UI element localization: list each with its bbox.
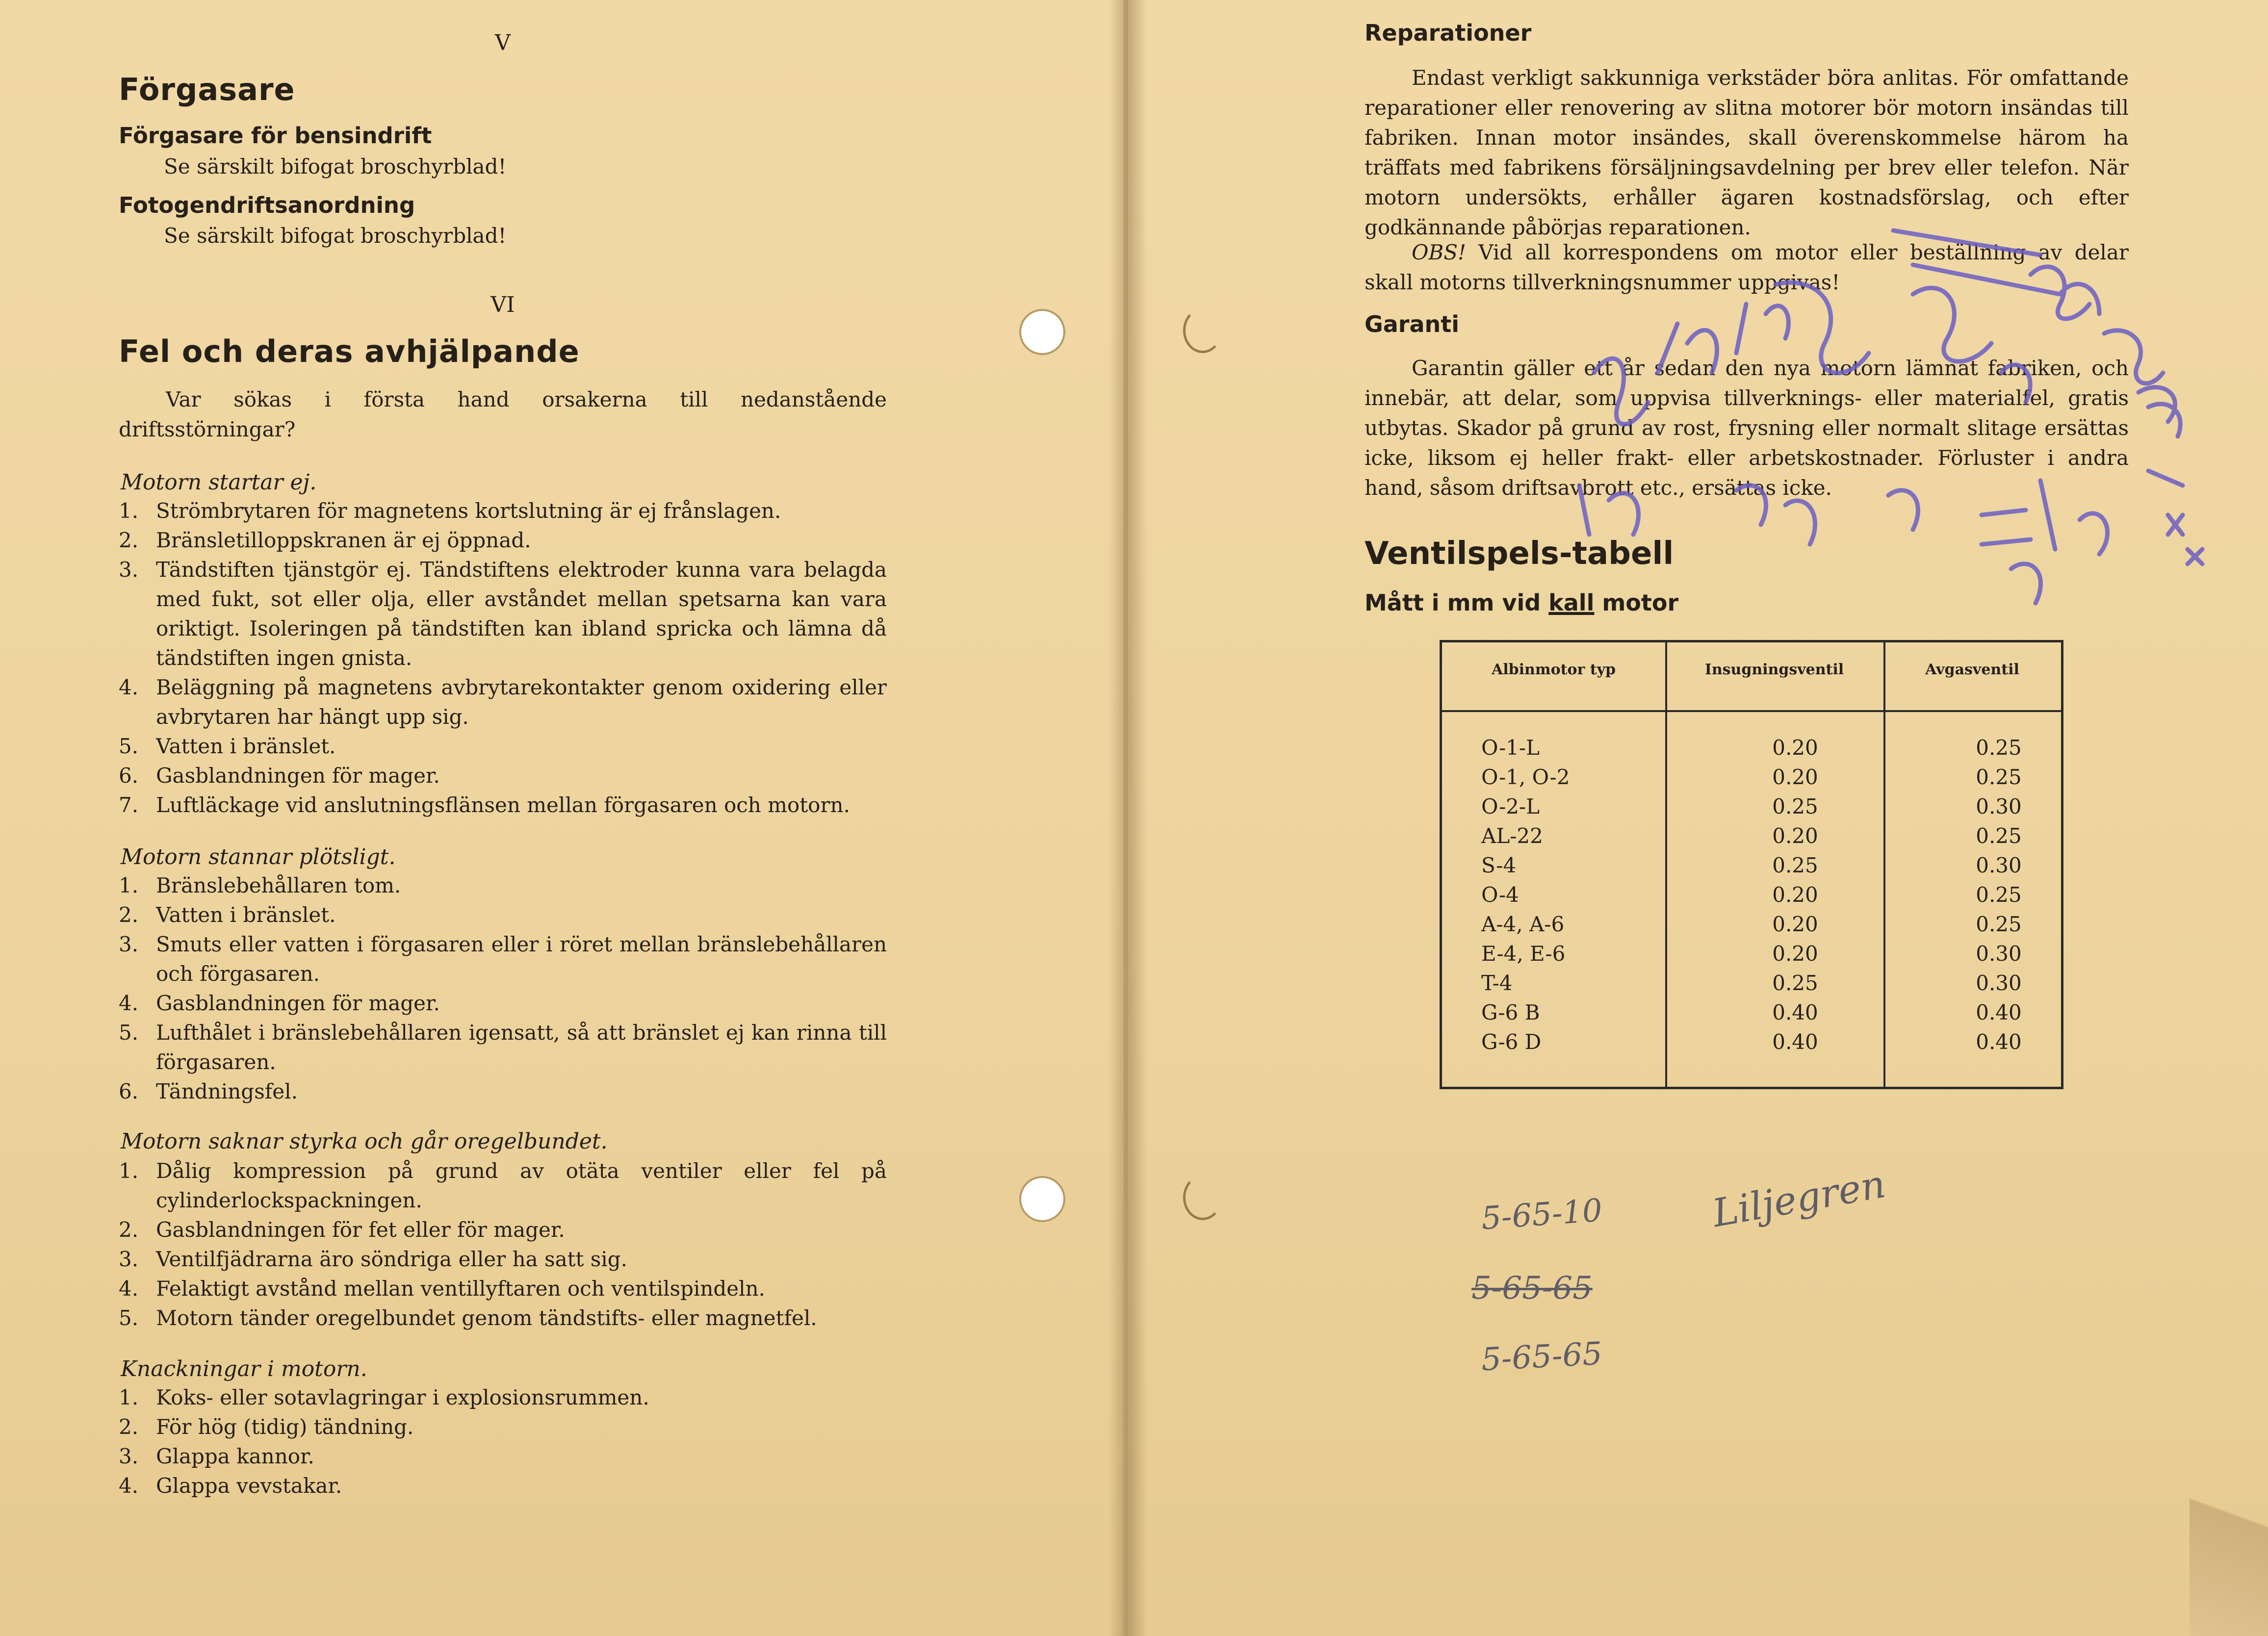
handwritten-number-struck: 5-65-65	[1471, 1270, 1593, 1306]
subheading-matt	[1365, 589, 1678, 616]
list-item: 3. Glappa kannor.	[119, 1444, 314, 1468]
text-broschyr-2: Se särskilt bifogat broschyrblad!	[164, 224, 507, 248]
list-item: 6. Gasblandningen för mager.	[119, 764, 440, 788]
list-saknar-styrka	[119, 1156, 887, 1333]
section-heading-startar-ej: Motorn startar ej.	[121, 470, 317, 495]
torn-corner	[2190, 1412, 2268, 1636]
table-cell-insugning: 0.20	[1772, 736, 1818, 760]
table-cell-avgas: 0.30	[1976, 853, 2022, 877]
table-cell-typ: O-2-L	[1481, 794, 1540, 818]
table-cell-typ: G-6 B	[1481, 1000, 1540, 1024]
table-cell-avgas: 0.25	[1976, 765, 2022, 789]
punch-hole-mark-top	[1183, 308, 1222, 353]
list-startar-ej	[119, 496, 887, 820]
table-cell-insugning: 0.25	[1772, 971, 1818, 995]
reparationer-paragraph: Endast verkligt sakkunniga verkstäder böra anlitas. För omfattande reparationer eller renovering av slitna motorer bör motorn insändas till fabriken. Innan motor insändes, skall överenskommelse härom ha träffats med fabrikens försäljningsavdelning per brev eller telefon. När motorn undersökts, erhåller ägaren kostnadsförslag, och efter godkännande påbörjas reparationen.	[1365, 66, 2129, 239]
list-item: 4. Felaktigt avstånd mellan ventillyftaren och ventilspindeln.	[119, 1277, 765, 1301]
table-header-typ: Albinmotor typ	[1492, 661, 1616, 678]
table-cell-avgas: 0.30	[1976, 942, 2022, 966]
list-item: 2. Bränsletilloppskranen är ej öppnad.	[119, 528, 531, 552]
table-cell-insugning: 0.25	[1772, 853, 1818, 877]
table-cell-typ: T-4	[1481, 971, 1513, 995]
table-cell-avgas: 0.30	[1976, 794, 2022, 818]
table-cell-insugning: 0.25	[1772, 794, 1818, 818]
intro-paragraph: Var sökas i första hand orsakerna till nedanstående driftsstörningar?	[119, 387, 887, 441]
table-cell-avgas: 0.25	[1976, 912, 2022, 936]
table-cell-insugning: 0.20	[1772, 883, 1818, 907]
obs-label: OBS!	[1412, 240, 1466, 264]
table-cell-typ: S-4	[1481, 853, 1517, 877]
heading-fel-och-deras-avhjalpande: Fel och deras avhjälpande	[119, 333, 580, 369]
list-item: 3. Tändstiften tjänstgör ej. Tändstiftens elektroder kunna vara belagda med fukt, sot eller olja, eller avståndet mellan spetsarna kan vara oriktigt. Isoleringen på tändstiften kan ibland spricka och lämna då tändstiften ingen gnista.	[119, 558, 887, 670]
list-item: 1. Dålig kompression på grund av otäta ventiler eller fel på cylinderlockspackningen.	[119, 1159, 887, 1212]
table-cell-insugning: 0.40	[1772, 1030, 1818, 1054]
handwritten-number-1: 5-65-10	[1480, 1192, 1604, 1237]
list-item: 1. Bränslebehållaren tom.	[119, 873, 401, 897]
list-item: 1. Koks- eller sotavlagringar i explosionsrummen.	[119, 1385, 649, 1409]
table-cell-insugning: 0.20	[1772, 765, 1818, 789]
binding-gutter	[1108, 0, 1148, 1636]
garanti-paragraph: Garantin gäller ett år sedan den nya motorn lämnat fabriken, och innebär, att delar, som uppvisa tillverknings- eller materialfel, gratis utbytas. Skador på grund av rost, frysning eller normalt slitage ersättas icke, liksom ej heller frakt- eller arbetskostnader. Förluster i andra hand, såsom driftsavbrott etc., ersättas icke.	[1365, 356, 2129, 500]
table-cell-typ: G-6 D	[1481, 1030, 1542, 1054]
table-cell-typ: O-4	[1481, 883, 1519, 907]
obs-paragraph	[1365, 237, 2129, 297]
list-item: 3. Smuts eller vatten i förgasaren eller i röret mellan bränslebehållaren och förgasaren.	[119, 932, 887, 986]
obs-text: Vid all korrespondens om motor eller beställning av delar skall motorns tillverkningsnummer uppgivas!	[1365, 240, 2129, 294]
list-item: 5. Vatten i bränslet.	[119, 734, 336, 758]
heading-garanti: Garanti	[1365, 311, 1460, 337]
table-header-divider	[1442, 710, 2061, 712]
list-item: 2. Vatten i bränslet.	[119, 903, 336, 927]
heading-forgasare: Förgasare	[119, 72, 295, 107]
list-item: 5. Lufthålet i bränslebehållaren igensatt, så att bränslet ej kan rinna till förgasaren.	[119, 1021, 887, 1074]
list-item: 5. Motorn tänder oregelbundet genom tändstifts- eller magnetfel.	[119, 1306, 817, 1330]
list-stannar-plotsligt	[119, 871, 887, 1106]
table-cell-avgas: 0.30	[1976, 971, 2022, 995]
section-heading-stannar-plotsligt: Motorn stannar plötsligt.	[121, 844, 396, 869]
table-cell-typ: O-1, O-2	[1481, 765, 1570, 789]
list-item: 1. Strömbrytaren för magnetens kortslutning är ej frånslagen.	[119, 499, 781, 523]
punch-hole-bottom	[1019, 1176, 1065, 1222]
list-knackningar	[119, 1383, 887, 1501]
heading-reparationer: Reparationer	[1365, 20, 1532, 46]
punch-hole-top	[1019, 309, 1065, 355]
list-item: 3. Ventilfjädrarna äro söndriga eller ha satt sig.	[119, 1247, 627, 1271]
subtitle-kall: kall	[1548, 589, 1595, 616]
heading-ventilspels-tabell: Ventilspels-tabell	[1365, 536, 1674, 572]
section-heading-knackningar: Knackningar i motorn.	[121, 1356, 367, 1381]
table-cell-typ: AL-22	[1481, 824, 1543, 848]
list-item: 2. Gasblandningen för fet eller för mager.	[119, 1218, 565, 1242]
table-cell-avgas: 0.40	[1976, 1000, 2022, 1024]
table-header-avgas: Avgasventil	[1925, 661, 2019, 678]
subtitle-text: Mått i mm vid	[1365, 589, 1549, 616]
list-item: 2. För hög (tidig) tändning.	[119, 1415, 414, 1439]
subheading-bensindrift: Förgasare för bensindrift	[119, 123, 432, 149]
table-header-insugning: Insugningsventil	[1704, 661, 1844, 678]
table-cell-typ: E-4, E-6	[1481, 942, 1566, 966]
table-column-divider	[1665, 642, 1667, 1087]
table-cell-avgas: 0.25	[1976, 883, 2022, 907]
text-broschyr-1: Se särskilt bifogat broschyrblad!	[164, 154, 507, 179]
table-cell-insugning: 0.20	[1772, 824, 1818, 848]
section-number-v: V	[495, 30, 511, 55]
table-cell-insugning: 0.20	[1772, 942, 1818, 966]
table-cell-typ: O-1-L	[1481, 736, 1540, 760]
table-cell-avgas: 0.25	[1976, 736, 2022, 760]
list-item: 6. Tändningsfel.	[119, 1079, 298, 1103]
subtitle-motor: motor	[1594, 589, 1679, 616]
table-cell-insugning: 0.40	[1772, 1000, 1818, 1024]
handwritten-signature: Liljegren	[1709, 1162, 1889, 1236]
section-number-vi: VI	[490, 292, 515, 317]
list-item: 4. Beläggning på magnetens avbrytarekontakter genom oxidering eller avbrytaren har hängt upp sig.	[119, 675, 887, 729]
list-item: 7. Luftläckage vid anslutningsflänsen mellan förgasaren och motorn.	[119, 793, 850, 817]
table-cell-insugning: 0.20	[1772, 912, 1818, 936]
punch-hole-mark-bottom	[1183, 1175, 1222, 1220]
ventilspel-table	[1440, 640, 2063, 1089]
subheading-fotogendrift: Fotogendriftsanordning	[119, 192, 415, 218]
list-item: 4. Gasblandningen för mager.	[119, 991, 440, 1015]
list-item: 4. Glappa vevstakar.	[119, 1474, 342, 1498]
table-cell-avgas: 0.40	[1976, 1030, 2022, 1054]
table-column-divider	[1883, 642, 1885, 1087]
table-cell-typ: A-4, A-6	[1481, 912, 1565, 936]
handwritten-number-2: 5-65-65	[1480, 1335, 1603, 1379]
section-heading-saknar-styrka: Motorn saknar styrka och går oregelbundet.	[121, 1129, 608, 1154]
table-cell-avgas: 0.25	[1976, 824, 2022, 848]
